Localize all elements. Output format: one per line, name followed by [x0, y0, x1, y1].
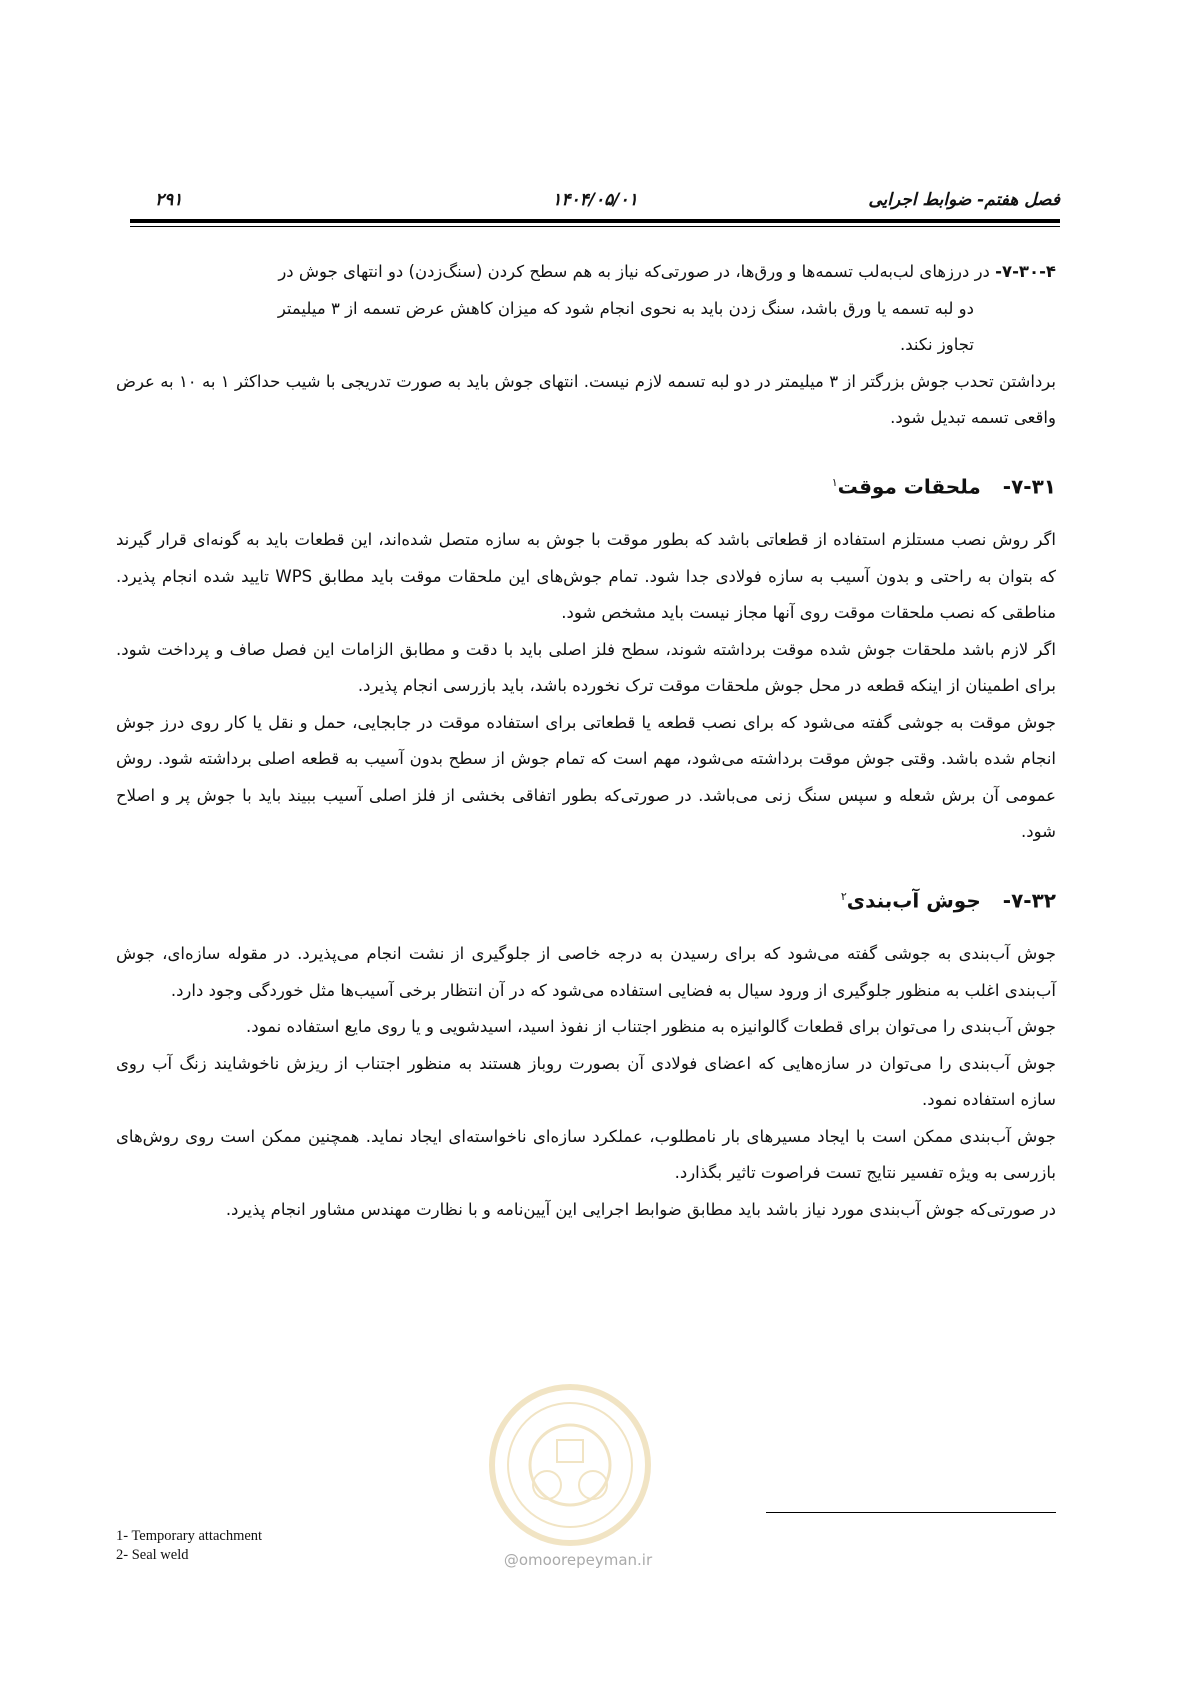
paragraph: جوش آب‌بندی را می‌توان برای قطعات گالوانیزه به منظور اجتناب از نفوذ اسید، اسیدشویی و یا روی مایع استفاده نمود. [246, 1017, 1056, 1037]
footnote-ref: ۲ [840, 889, 847, 903]
section-heading-32 [116, 881, 1056, 917]
clause-7-30-4 [116, 254, 1056, 291]
footnote-1: 1- Temporary attachment [116, 1528, 263, 1544]
chapter-title: فصل هفتم- ضوابط اجرایی [868, 190, 1060, 210]
paragraph: برداشتن تحدب جوش بزرگتر از ۳ میلیمتر در دو لبه تسمه لازم نیست. انتهای جوش باید به صورت تدریجی با شیب حداکثر ۱ به ۱۰ به عرض واقعی تسمه تبدیل شود. [116, 371, 1056, 427]
section-title: ملحقات موقت [837, 474, 981, 499]
section-heading-31 [116, 467, 1056, 503]
header-rule-thick [130, 219, 1060, 223]
seal-logo-icon [485, 1380, 655, 1550]
header-date: ۱۴۰۴/۰۵/۰۱ [552, 190, 638, 210]
paragraph: اگر لازم باشد ملحقات جوش شده موقت برداشته شوند، سطح فلز اصلی باید با دقت و مطابق الزامات این فصل صاف و پرداخت شود. برای اطمینان از اینکه قطعه در محل جوش ملحقات موقت ترک نخورده باشد، باید بازرسی انجام پذیرد. [116, 639, 1056, 696]
footnotes [116, 1527, 716, 1565]
clause-line-3: تجاوز نکند. [899, 335, 974, 354]
section-number: ۷-۳۱- [1002, 474, 1056, 499]
paragraph: در صورتی‌که جوش آب‌بندی مورد نیاز باشد باید مطابق ضوابط اجرایی این آیین‌نامه و با نظارت مهندس مشاور انجام پذیرد. [225, 1199, 1056, 1219]
footnote-ref: ۱ [831, 475, 838, 489]
clause-line-2: دو لبه تسمه یا ورق باشد، سنگ زدن باید به نحوی انجام شود که میزان کاهش عرض تسمه از ۳ میلیمتر [277, 298, 974, 318]
paragraph: جوش موقت به جوشی گفته می‌شود که برای نصب قطعه یا قطعاتی برای استفاده موقت در جابجایی، حمل و نقل یا کار روی درز جوش انجام شده باشد. وقتی جوش موقت برداشته می‌شود، مهم است که تمام جوش از سطح بدون آسیب به قطعه اصلی برداشته شود. روش عمومی آن برش شعله و سپس سنگ زنی می‌باشد. در صورتی‌که بطور اتفاقی بخشی از فلز اصلی آسیب ببیند باید با جوش پر و اصلاح شود. [116, 712, 1056, 842]
clause-number: ۷-۳۰-۴- [995, 262, 1056, 281]
section-title: جوش آب‌بندی [846, 888, 981, 913]
clause-line-1: در درزهای لب‌به‌لب تسمه‌ها و ورق‌ها، در صورتی‌که نیاز به هم سطح کردن (سنگ‌زدن) دو انتهای جوش در [278, 262, 990, 281]
page-number: ۲۹۱ [155, 190, 183, 210]
paragraph: جوش آب‌بندی را می‌توان در سازه‌هایی که اعضای فولادی آن بصورت روباز هستند به منظور اجتناب از ریزش ناخوشایند زنگ آب روی سازه استفاده نمود. [116, 1053, 1056, 1110]
page-content [116, 254, 1056, 1228]
page-header [130, 190, 1060, 216]
paragraph: جوش آب‌بندی ممکن است با ایجاد مسیرهای بار نامطلوب، عملکرد سازه‌ای ناخواسته‌ای ایجاد نماید. همچنین ممکن است روی روش‌های بازرسی به ویژه تفسیر نتایج تست فراصوت تاثیر بگذارد. [116, 1126, 1056, 1183]
footnote-2: 2- Seal weld [116, 1547, 189, 1563]
section-number: ۷-۳۲- [1002, 888, 1056, 913]
footnote-rule [766, 1512, 1056, 1513]
header-rule-thin [130, 226, 1060, 227]
watermark-text: @omoorepeyman.ir [503, 1551, 653, 1569]
paragraph: اگر روش نصب مستلزم استفاده از قطعاتی باشد که بطور موقت با جوش به سازه متصل شده‌اند، این قطعات باید به گونه‌ای قرار گیرند که بتوان به راحتی و بدون آسیب به سازه فولادی جدا شود. تمام جوش‌های این ملحقات موقت باید مطابق WPS تایید شده انجام پذیرد. مناطقی که نصب ملحقات موقت روی آنها مجاز نیست باید مشخص شود. [116, 530, 1056, 623]
paragraph: جوش آب‌بندی به جوشی گفته می‌شود که برای رسیدن به درجه خاصی از جلوگیری از نشت انجام می‌پذیرد. در مقوله سازه‌ای، جوش آب‌بندی اغلب به منظور جلوگیری از ورود سیال به فضایی استفاده می‌شود که در آن انتظار برخی آسیب‌ها مثل خوردگی وجود دارد. [116, 944, 1056, 1000]
